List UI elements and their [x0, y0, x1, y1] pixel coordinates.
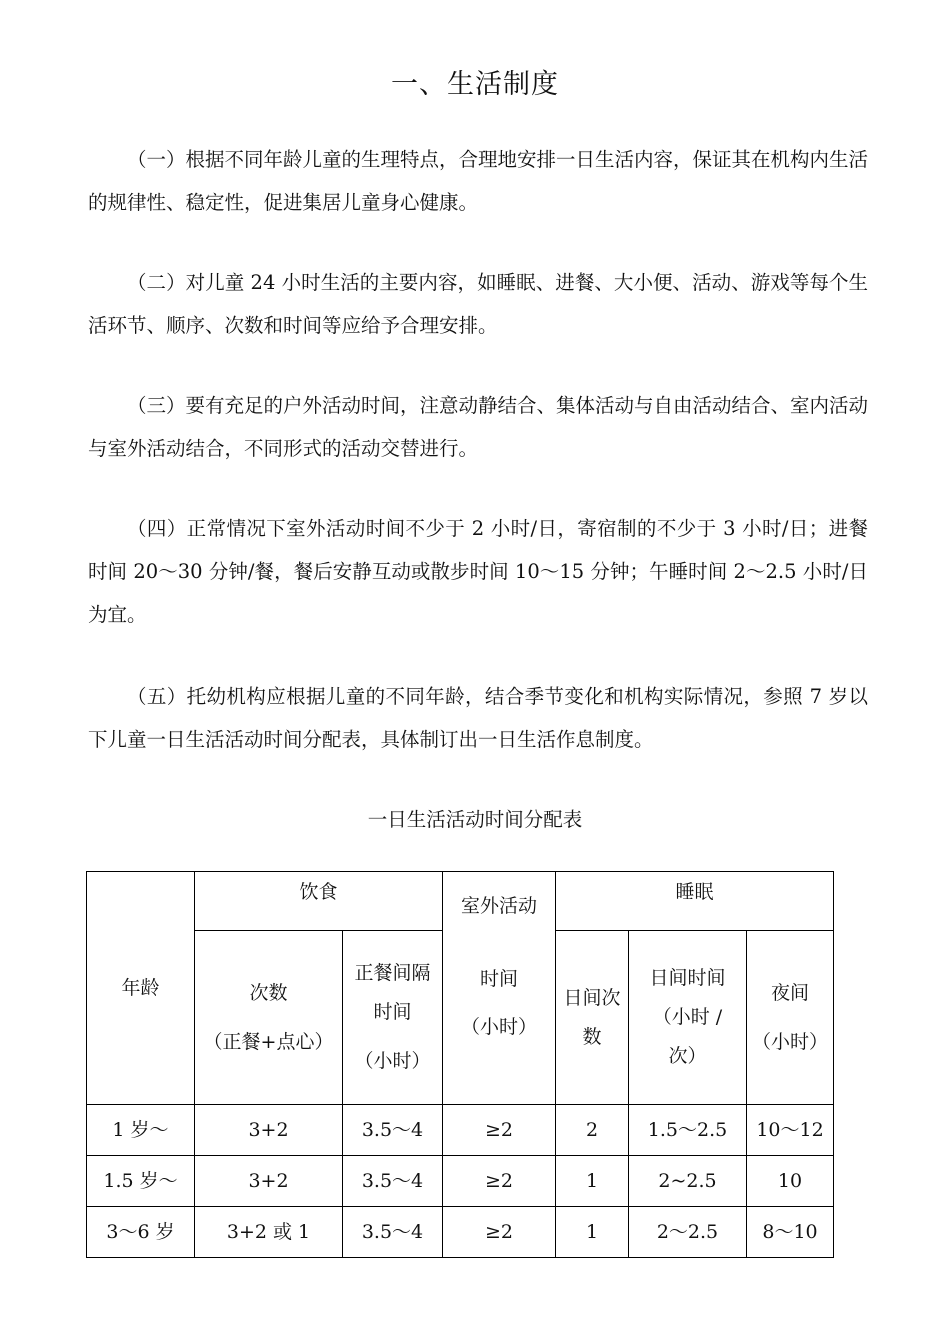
table-row [87, 1105, 834, 1156]
header-meals-count-label: 次数 [249, 981, 288, 1004]
table-caption: 一日生活活动时间分配表 [367, 808, 583, 831]
header-outdoor-unit: （小时） [460, 1016, 537, 1039]
paragraph-2: （二）对儿童 24 小时生活的主要内容，如睡眠、进餐、大小便、活动、游戏等每个生活环节、顺序、次数和时间等应给予合理安排。 [88, 271, 868, 337]
header-meals-count-sub: （正餐+点心） [203, 1030, 334, 1053]
paragraph-3: （三）要有充足的户外活动时间，注意动静结合、集体活动与自由活动结合、室内活动与室外活动结合，不同形式的活动交替进行。 [88, 394, 869, 460]
cell-meal-interval: 3.5～4 [343, 1156, 443, 1207]
cell-meals-count: 3+2 [195, 1105, 343, 1156]
header-day-time-label-3: 次） [668, 1044, 707, 1067]
header-day-count-label-2: 数 [582, 1025, 602, 1048]
paragraph-5: （五）托幼机构应根据儿童的不同年龄，结合季节变化和机构实际情况，参照 7 岁以下儿童一日生活活动时间分配表，具体制订出一日生活作息制度。 [88, 685, 868, 751]
cell-meal-interval: 3.5～4 [343, 1207, 443, 1258]
header-night-label: 夜间 [770, 981, 809, 1004]
cell-outdoor-time: ≥2 [443, 1207, 556, 1258]
table-header-row-1 [87, 872, 834, 931]
cell-day-count: 1 [556, 1156, 629, 1207]
header-meal-interval [343, 931, 443, 1105]
cell-day-time: 2~2.5 [629, 1156, 747, 1207]
cell-meals-count: 3+2 [195, 1156, 343, 1207]
header-diet: 饮食 [195, 872, 443, 931]
cell-day-count: 2 [556, 1105, 629, 1156]
header-meal-interval-sub: （小时） [354, 1049, 431, 1072]
header-day-count [556, 931, 629, 1105]
header-meals-count [195, 931, 343, 1105]
cell-night: 8～10 [747, 1207, 834, 1258]
header-day-time-label-2: （小时 / [652, 1006, 723, 1029]
cell-outdoor-time: ≥2 [443, 1156, 556, 1207]
table-row [87, 1156, 834, 1207]
header-outdoor [443, 872, 556, 1105]
cell-age: 1 岁～ [87, 1105, 195, 1156]
cell-day-time: 2～2.5 [629, 1207, 747, 1258]
cell-meal-interval: 3.5～4 [343, 1105, 443, 1156]
header-meal-interval-label-2: 时间 [373, 1001, 412, 1024]
header-day-count-label-1: 日间次 [563, 986, 621, 1009]
cell-day-time: 1.5～2.5 [629, 1105, 747, 1156]
cell-day-count: 1 [556, 1207, 629, 1258]
paragraph-1: （一）根据不同年龄儿童的生理特点，合理地安排一日生活内容，保证其在机构内生活的规律性、稳定性，促进集居儿童身心健康。 [88, 148, 869, 214]
header-night-sub: （小时） [751, 1030, 828, 1053]
header-outdoor-label: 室外活动 [460, 895, 537, 917]
header-age: 年龄 [87, 872, 195, 1105]
page-title: 一、生活制度 [391, 69, 559, 100]
header-day-time [629, 931, 747, 1105]
cell-night: 10～12 [747, 1105, 834, 1156]
header-meal-interval-label-1: 正餐间隔 [354, 962, 431, 985]
header-night [747, 931, 834, 1105]
cell-night: 10 [747, 1156, 834, 1207]
header-outdoor-time: 时间 [479, 967, 518, 990]
cell-outdoor-time: ≥2 [443, 1105, 556, 1156]
cell-meals-count: 3+2 或 1 [195, 1207, 343, 1258]
schedule-table [86, 871, 834, 1258]
header-day-time-label-1: 日间时间 [649, 967, 726, 990]
paragraph-4: （四）正常情况下室外活动时间不少于 2 小时/日，寄宿制的不少于 3 小时/日；进餐时间 20～30 分钟/餐，餐后安静互动或散步时间 10～15 分钟；午睡时间 2～2.5 小时/日为宜。 [88, 517, 868, 626]
table-row [87, 1207, 834, 1258]
cell-age: 3～6 岁 [87, 1207, 195, 1258]
header-sleep: 睡眠 [556, 872, 834, 931]
cell-age: 1.5 岁～ [87, 1156, 195, 1207]
